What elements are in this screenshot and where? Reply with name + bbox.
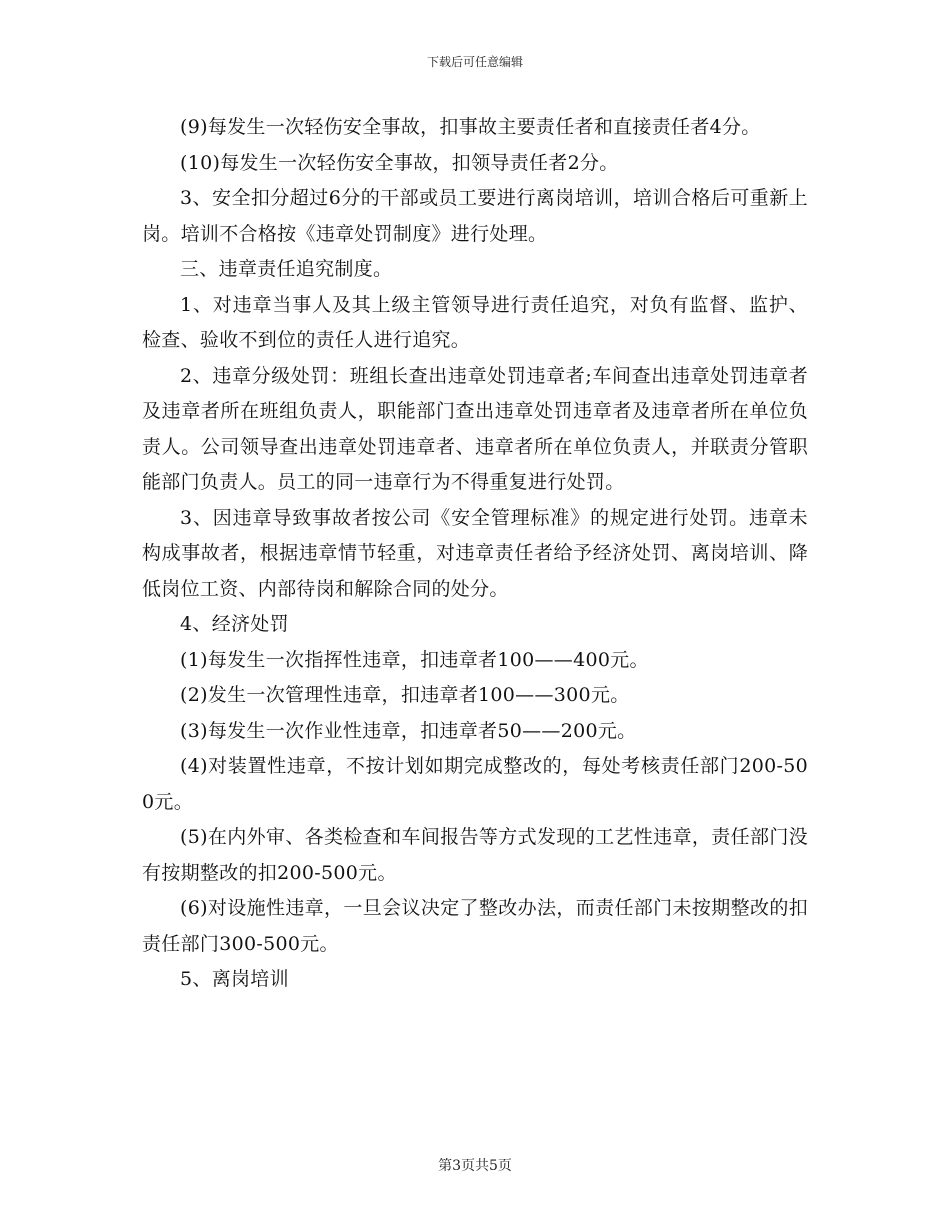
document-body [142,110,808,998]
paragraph: 2、违章分级处罚：班组长查出违章处罚违章者;车间查出违章处罚违章者及违章者所在班组负责人，职能部门查出违章处罚违章者及违章者所在单位负责人。公司领导查出违章处罚违章者、违章者所在单位负责人，并联责分管职能部门负责人。员工的同一违章行为不得重复进行处罚。 [142,364,808,493]
paragraph: 1、对违章当事人及其上级主管领导进行责任追究，对负有监督、监护、检查、验收不到位的责任人进行追究。 [142,293,808,351]
subsection-heading: 5、离岗培训 [180,968,289,990]
paragraph: (10)每发生一次轻伤安全事故，扣领导责任者2分。 [180,151,619,174]
page-header: 下载后可任意编辑 [426,55,523,69]
paragraph: (9)每发生一次轻伤安全事故，扣事故主要责任者和直接责任者4分。 [180,116,761,138]
page-number: 第3页共5页 [438,1158,512,1174]
list-item: (2)发生一次管理性违章，扣违章者100——300元。 [180,684,630,706]
list-item: (1)每发生一次指挥性违章，扣违章者100——400元。 [180,648,649,671]
section-heading: 三、违章责任追究制度。 [180,258,393,280]
paragraph: 3、因违章导致事故者按公司《安全管理标准》的规定进行处罚。违章未构成事故者，根据违章情节轻重，对违章责任者给予经济处罚、离岗培训、降低岗位工资、内部待岗和解除合同的处分。 [142,506,808,600]
list-item: (6)对设施性违章，一旦会议决定了整改办法，而责任部门未按期整改的扣责任部门300-500元。 [142,897,808,955]
list-item: (4)对装置性违章，不按计划如期完成整改的，每处考核责任部门200-500元。 [142,755,808,813]
list-item: (3)每发生一次作业性违章，扣违章者50——200元。 [180,719,637,742]
list-item: (5)在内外审、各类检查和车间报告等方式发现的工艺性违章，责任部门没有按期整改的扣200-500元。 [142,826,808,884]
paragraph: 3、安全扣分超过6分的干部或员工要进行离岗培训，培训合格后可重新上岗。培训不合格按《违章处罚制度》进行处理。 [142,187,808,245]
subsection-heading: 4、经济处罚 [180,613,289,635]
